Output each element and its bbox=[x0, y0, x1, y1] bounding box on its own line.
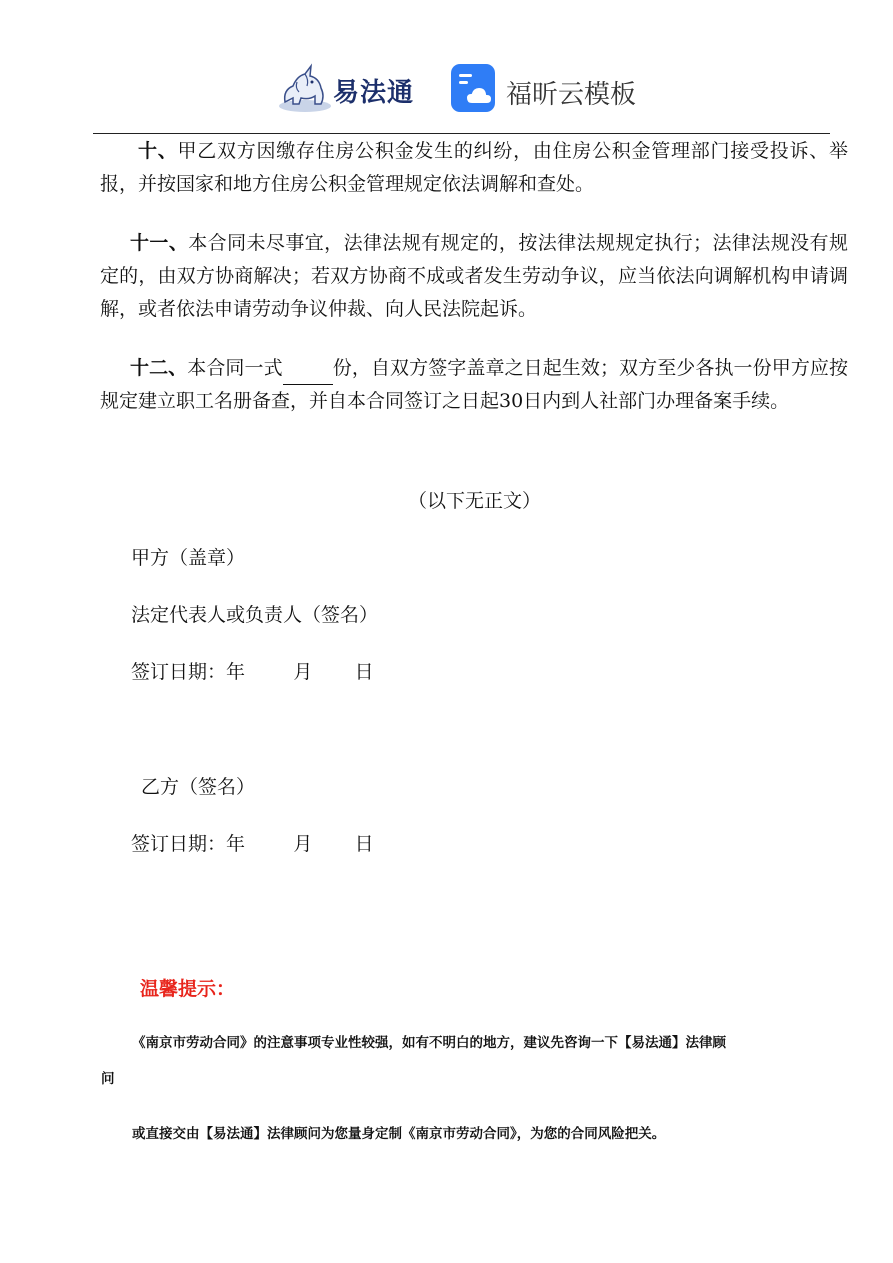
header-divider bbox=[93, 133, 830, 134]
cloud-document-icon bbox=[448, 62, 498, 116]
logo1-brand-text: 易法通 bbox=[333, 78, 415, 108]
clause-number: 十、 bbox=[138, 140, 178, 162]
party-b-sign-date: 签订日期：年 月 日 bbox=[131, 833, 374, 855]
tips-line-1-wrap: 问 bbox=[101, 1071, 115, 1087]
clause-text: 甲乙双方因缴存住房公积金发生的纠纷，由住房公积金管理部门接受投诉、举报，并按国家和地方住房公积金管理规定依法调解和查处。 bbox=[100, 140, 848, 195]
tips-title: 温馨提示： bbox=[140, 978, 236, 1000]
clause-number: 十二、 bbox=[130, 357, 188, 379]
party-a-sign-date: 签订日期：年 月 日 bbox=[131, 661, 374, 683]
foxit-template-logo bbox=[448, 62, 637, 118]
end-of-text-note: （以下无正文） bbox=[408, 490, 542, 512]
document-header bbox=[0, 56, 893, 126]
logo2-brand-text: 福昕云模板 bbox=[506, 80, 637, 110]
party-a-seal: 甲方（盖章） bbox=[131, 547, 246, 569]
clause-text-after-blank: 份，自双方签字盖章之日起生效；双方至少各执一份甲方应按规定建立职工名册备查，并自本合同签订之日起30日内到人社部门办理备案手续。 bbox=[100, 357, 848, 412]
clause-12 bbox=[100, 352, 848, 418]
copies-blank bbox=[283, 364, 333, 385]
clause-10 bbox=[100, 135, 848, 201]
yifatong-logo bbox=[275, 62, 430, 118]
tips-line-2: 或直接交由【易法通】法律顾问为您量身定制《南京市劳动合同》，为您的合同风险把关。 bbox=[132, 1126, 666, 1142]
party-a-representative: 法定代表人或负责人（签名） bbox=[131, 604, 379, 626]
clause-11 bbox=[100, 227, 848, 326]
clause-number: 十一、 bbox=[130, 232, 189, 254]
party-b-signature: 乙方（签名） bbox=[141, 776, 256, 798]
clause-text: 本合同未尽事宜，法律法规有规定的，按法律法规规定执行；法律法规没有规定的，由双方协商解决；若双方协商不成或者发生劳动争议，应当依法向调解机构申请调解，或者依法申请劳动争议仲裁、向人民法院起诉。 bbox=[100, 232, 848, 320]
tips-line-1: 《南京市劳动合同》的注意事项专业性较强，如有不明白的地方，建议先咨询一下【易法通】法律顾 bbox=[132, 1035, 726, 1051]
unicorn-icon bbox=[275, 62, 333, 118]
clause-text-before-blank: 本合同一式 bbox=[187, 357, 283, 379]
